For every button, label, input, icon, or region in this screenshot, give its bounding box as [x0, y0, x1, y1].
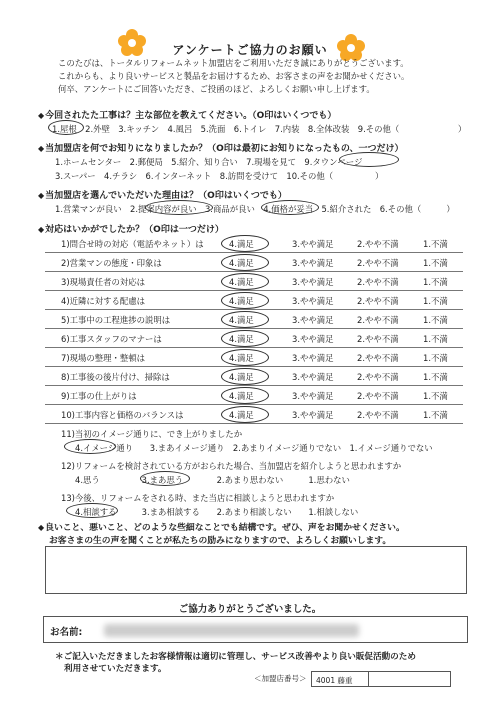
q12-selected-mark — [140, 471, 190, 486]
privacy-notice-1: ＊ご記入いただきましたお客様情報は適切に管理し、サービス改善やより良い販促活動のため — [55, 652, 416, 662]
q4-row-1[interactable]: 1)問合せ時の対応（電話やネット）は 4.満足 3.やや満足 2.やや不満 1.不満 — [45, 235, 463, 253]
q5-heading: ◆良いこと、悪いこと、どのような些細なことでも結構です。ぜひ、声をお聞かせください。 — [38, 523, 405, 533]
q11-options[interactable]: 4.イメージ通り 3.まあイメージ通り 2.あまりイメージ通りでない 1.イメージ通りでない — [75, 443, 433, 453]
intro-line-1: このたびは、トータルリフォームネット加盟店をご利用いただき誠にありがとうございます。 — [58, 58, 409, 68]
q3-selected-mark-2 — [261, 200, 319, 215]
name-label: お名前: — [50, 627, 83, 638]
q3-note: （O印はいくつでも） — [198, 191, 287, 201]
q4-row-2[interactable]: 2)営業マンの態度・印象は 4.満足 3.やや満足 2.やや不満 1.不満 — [45, 254, 463, 272]
q3-options[interactable]: 1.営業マンが良い 2.提案内容が良い 3.商品が良い 4.価格が妥当 5.紹介された 6.その他（ ） — [55, 204, 455, 214]
q4-row-7[interactable]: 7)現場の整理・整頓は 4.満足 3.やや満足 2.やや不満 1.不満 — [45, 349, 463, 367]
q4-row-5[interactable]: 5)工事中の工程進捗の説明は 4.満足 3.やや満足 2.やや不満 1.不満 — [45, 311, 463, 329]
thanks-text: ご協力ありがとうございました。 — [178, 604, 322, 615]
answer-mark — [221, 406, 269, 423]
q1-options[interactable]: 1.屋根 2.外壁 3.キッチン 4.風呂 5.洗面 6.トイレ 7.内装 8.全体改装 9.その他（ ） — [52, 124, 467, 134]
q4-heading: ◆対応はいかがでしたか？（O印は一つだけ） — [38, 225, 224, 235]
answer-mark — [221, 349, 269, 366]
dealer-number: 4001 藤重 — [316, 676, 353, 685]
privacy-notice-2: 利用させていただきます。 — [64, 664, 167, 674]
q4-row-6[interactable]: 6)工事スタッフのマナーは 4.満足 3.やや満足 2.やや不満 1.不満 — [45, 330, 463, 348]
q11-selected-mark — [64, 439, 116, 454]
answer-mark — [221, 235, 269, 252]
q13-options[interactable]: 4.相談する 3.まあ相談する 2.あまり相談しない 1.相談しない — [75, 507, 359, 517]
q5-heading-2: お客さまの生の声を聞くことが私たちの励みになりますので、よろしくお願いします。 — [49, 536, 392, 546]
answer-mark — [221, 273, 269, 290]
q13-selected-mark — [66, 503, 118, 518]
page-title: アンケートご協力のお願い — [172, 43, 328, 57]
answer-mark — [221, 292, 269, 309]
q2-selected-mark — [339, 152, 399, 167]
q2-options-row1[interactable]: 1.ホームセンター 2.郵便局 5.紹介、知り合い 7.現場を見て 9.タウンページ — [55, 157, 363, 167]
dealer-divider — [368, 672, 369, 686]
q1-selected-mark — [48, 120, 84, 135]
answer-mark — [221, 368, 269, 385]
q3-heading: ◆当加盟店を選んでいただいた理由は？（O印はいくつでも） — [38, 191, 287, 201]
q2-options-row2[interactable]: 3.スーパー 4.チラシ 6.インターネット 8.訪問を受けて 10.その他（ ） — [55, 171, 384, 181]
q2-heading: ◆当加盟店を何でお知りになりましたか？（O印は最初にお知りになったもの、一つだけ） — [38, 144, 404, 154]
intro-line-3: 何卒、アンケートにご回答いただき、ご投函のほど、よろしくお願い申し上げます。 — [58, 84, 375, 94]
answer-mark — [221, 311, 269, 328]
comment-textarea[interactable] — [45, 546, 467, 594]
q12-options[interactable]: 4.思う 3.まあ思う 2.あまり思わない 1.思わない — [75, 475, 350, 485]
q12-text: 12)リフォームを検討されている方がおられた場合、当加盟店を紹介しようと思われますか — [61, 461, 402, 471]
q1-heading: ◆今回されたた工事は？主な部位を教えてください。（O印はいくつでも） — [38, 111, 337, 121]
dealer-label: ＜加盟店番号＞ — [254, 674, 307, 683]
q4-row-10[interactable]: 10)工事内容と価格のバランスは 4.満足 3.やや満足 2.やや不満 1.不満 — [45, 406, 463, 424]
name-field[interactable] — [43, 616, 468, 643]
q4-note: （O印は一つだけ） — [144, 225, 224, 235]
answer-mark — [221, 387, 269, 404]
dealer-number-box — [311, 671, 451, 687]
answer-mark — [221, 330, 269, 347]
q4-row-3[interactable]: 3)現場責任者の対応は 4.満足 3.やや満足 2.やや不満 1.不満 — [45, 273, 463, 291]
redacted-name — [104, 624, 359, 637]
q13-text: 13)今後、リフォームをされる時、また当店に相談しようと思われますか — [61, 493, 335, 503]
q3-selected-mark-1 — [145, 200, 213, 215]
q4-row-8[interactable]: 8)工事後の後片付け、掃除は 4.満足 3.やや満足 2.やや不満 1.不満 — [45, 368, 463, 386]
intro-line-2: これからも、より良いサービスと製品をお届けするため、お客さまの声をお聞かせください。 — [58, 71, 410, 81]
q4-row-4[interactable]: 4)近隣に対する配慮は 4.満足 3.やや満足 2.やや不満 1.不満 — [45, 292, 463, 310]
q1-note: （O印はいくつでも） — [252, 111, 337, 121]
q4-row-9[interactable]: 9)工事の仕上がりは 4.満足 3.やや満足 2.やや不満 1.不満 — [45, 387, 463, 405]
answer-mark — [221, 254, 269, 271]
q11-text: 11)当初のイメージ通りに、でき上がりましたか — [61, 429, 243, 439]
q2-note: （O印は最初にお知りになったもの、一つだけ） — [207, 144, 404, 154]
